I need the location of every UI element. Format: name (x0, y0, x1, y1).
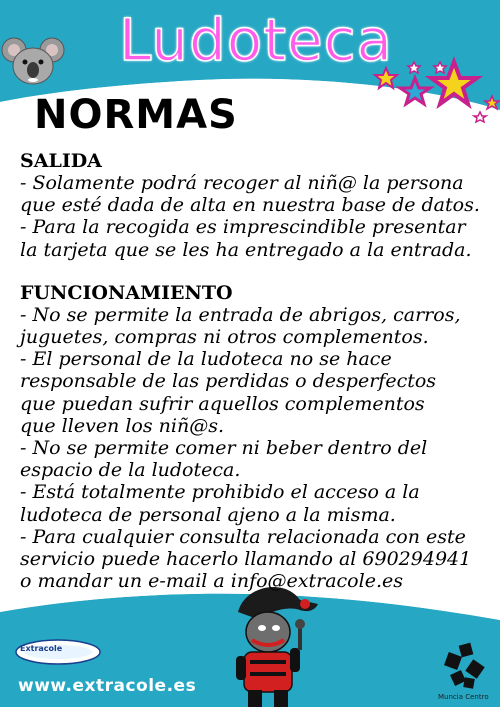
section-title-funcionamiento: FUNCIONAMIENTO (20, 281, 233, 304)
rule-line: - Solamente podrá recoger al niñ@ la persona (20, 172, 464, 194)
rule-line: servicio puede hacerlo llamando al 690294941 (20, 548, 472, 571)
rules-content (20, 150, 490, 592)
section-title-salida: SALIDA (20, 150, 102, 172)
rule-line: - No se permite la entrada de abrigos, carros, (20, 303, 461, 326)
rule-line: - Para la recogida es imprescindible presentar (20, 216, 466, 239)
rule-line: que puedan sufrir aquellos complementos (20, 392, 425, 415)
rule-line: espacio de la ludoteca. (20, 459, 241, 482)
rule-line: ludoteca de personal ajeno a la misma. (20, 503, 396, 526)
rule-line: o mandar un e-mail a info@extracole.es (20, 570, 403, 593)
rule-line: - Para cualquier consulta relacionada con este (20, 525, 466, 548)
rule-line: juguetes, compras ni otros complementos. (20, 326, 429, 349)
poster-title: Ludoteca (118, 6, 394, 74)
extracole-logo-text: Extracole (20, 644, 63, 653)
rule-line: - Está totalmente prohibido el acceso a la (20, 481, 420, 504)
website-link[interactable]: www.extracole.es (18, 676, 197, 696)
muncia-centro-logo-text: Muncia Centro (438, 693, 489, 701)
rule-line: responsable de las perdidas o desperfectos (20, 370, 437, 393)
rule-line: - No se permite comer ni beber dentro del (20, 437, 428, 460)
rule-line: - El personal de la ludoteca no se hace (20, 348, 392, 371)
section-spacer (20, 261, 490, 282)
poster-heading: NORMAS (34, 92, 238, 138)
rule-line: la tarjeta que se les ha entregado a la entrada. (20, 238, 472, 261)
rule-line: que esté dada de alta en nuestra base de datos. (20, 194, 480, 217)
rule-line: que lleven los niñ@s. (20, 414, 224, 437)
